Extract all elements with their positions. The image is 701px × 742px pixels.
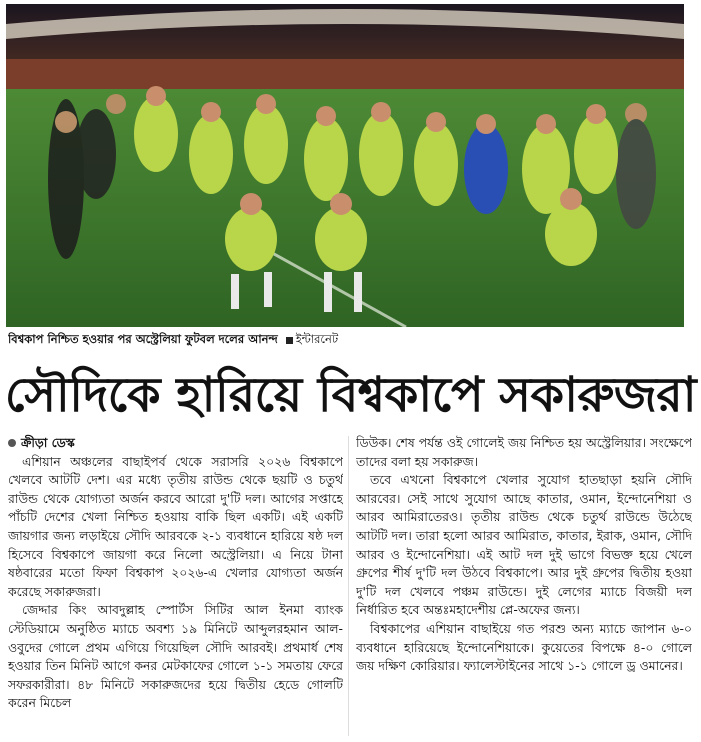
dateline-bullet-icon [8,439,16,447]
paragraph: ডিউক। শেষ পর্যন্ত ওই গোলেই জয় নিশ্চিত হয় অস্ট্রেলিয়ার। সংক্ষেপে তাদের বলা হয় সকারুজ। [356,435,692,469]
dateline [8,434,343,453]
photo-illustration [6,4,684,327]
paragraph: বিশ্বকাপের এশিয়ান বাছাইয়ে গত পরশু অন্য ম্যাচে জাপান ৬-০ ব্যবধানে হারিয়েছে ইন্দোনেশিয়াকে। কুয়েতের বিপক্ষে ৪-০ গোলে জয় দক্ষিণ কোরিয়ার। ফ্যালেস্টাইনের সাথে ১-১ গোলে ড্র ওমানের। [356,620,692,674]
photo-credit: ইন্টারনেট [295,331,339,346]
headline: সৌদিকে হারিয়ে বিশ্বকাপে সকারুজরা [4,367,697,423]
paragraph: তবে এখনো বিশ্বকাপে খেলার সুযোগ হাতছাড়া হয়নি সৌদি আরবের। সেই সাথে সুযোগ আছে কাতার, ওমান, ইন্দোনেশিয়া ও আরব আমিরাতেরও। তৃতীয় রাউন্ড থেকে চতুর্থ রাউন্ডে উঠেছে আটটি দল। তারা হলো আরব আমিরাত, কাতার, ইরাক, ওমান, সৌদি আরব ও ইন্দোনেশিয়া। এই আট দল দুই ভাগে বিভক্ত হয়ে খেলে গ্রুপের শীর্ষ দু'টি দল উঠবে বিশ্বকাপে। আর দুই গ্রুপের দ্বিতীয় হওয়া দু'টি দল খেলবে পঞ্চম রাউন্ডে। দুই লেগের ম্যাচে বিজয়ী দল নির্ধারিত হবে অন্তঃমহাদেশীয় প্লে-অফের জন্য। [356,472,692,618]
caption-text: বিশ্বকাপ নিশ্চিত হওয়ার পর অস্ট্রেলিয়া ফুটবল দলের আনন্দ [8,331,278,346]
team-celebration-photo [6,4,684,327]
column-divider [348,436,349,736]
article-column-right [356,434,692,740]
paragraph: জেদ্দার কিং আবদুল্লাহ স্পোর্টস সিটির আল ইনমা ব্যাংক স্টেডিয়ামে অনুষ্ঠিত ম্যাচে অবশ্য ১৯ মিনিটে আব্দুলরহমান আল-ওবুদের গোলে প্রথম এগিয়ে গিয়েছিল সৌদি আরবই। প্রথমার্ধ শেষ হওয়ার তিন মিনিট আগে কনর মেটকাফের গোলে ১-১ সমতায় ফেরে সফরকারীরা। ৪৮ মিনিটে সকারুজদের হয়ে দ্বিতীয় হেডে গোলটি করেন মিচেল [8,602,343,711]
photo-caption [8,331,684,349]
dateline-text: ক্রীড়া ডেস্ক [21,435,75,450]
article-column-left [8,434,343,740]
caption-separator-icon [286,337,293,344]
paragraph: এশিয়ান অঞ্চলের বাছাইপর্ব থেকে সরাসরি ২০২৬ বিশ্বকাপে খেলবে আটটি দেশ। এর মধ্যে তৃতীয় রাউন্ড থেকে ছয়টি ও চতুর্থ রাউন্ড থেকে যোগ্যতা অর্জন করবে আরো দু'টি দল। আগের সপ্তাহে পাঁচটি দেশের খেলা নিশ্চিত হওয়ায় বাকি ছিল একটি। এই একটি জায়গার জন্য লড়াইয়ে সৌদি আরবকে ২-১ ব্যবধানে হারিয়ে ষষ্ঠ দল হিসেবে বিশ্বকাপে জায়গা করে নিলো অস্ট্রেলিয়া। এ নিয়ে টানা ষষ্ঠবারের মতো ফিফা বিশ্বকাপ ২০২৬-এ খেলার যোগ্যতা অর্জন করেছে সকারুজরা। [8,453,343,599]
